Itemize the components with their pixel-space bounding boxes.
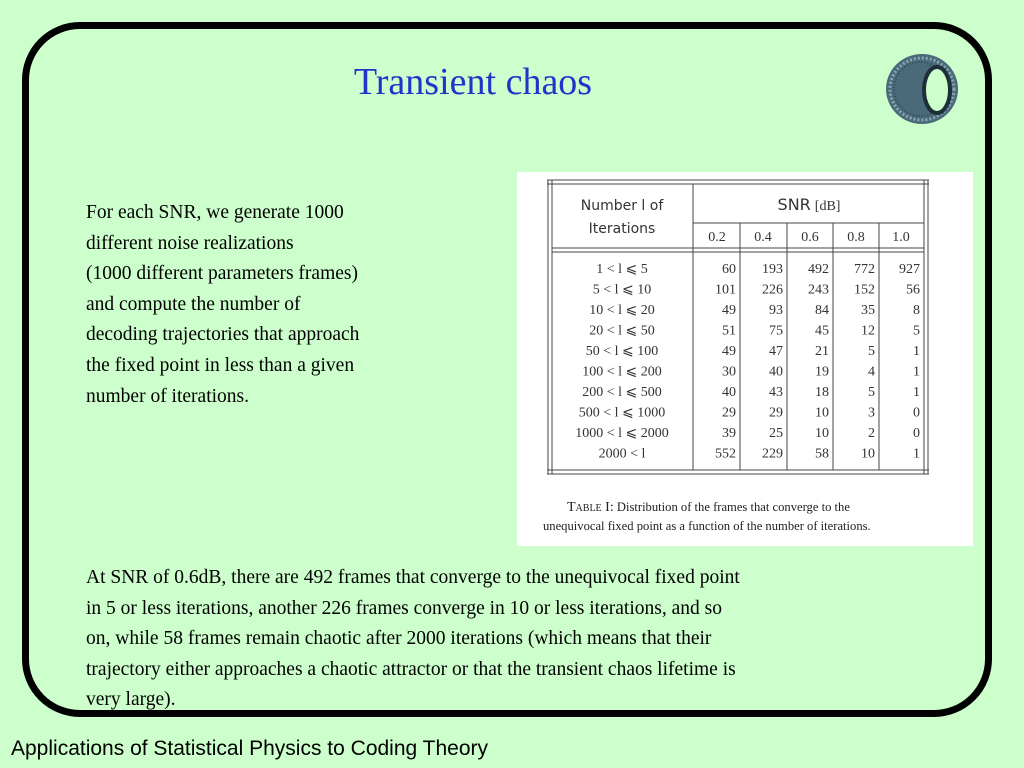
- slide-title: Transient chaos: [353, 61, 593, 103]
- body-line: very large).: [86, 689, 176, 711]
- table-cell: 18: [815, 385, 829, 400]
- table-cell: 927: [899, 262, 920, 277]
- table-cell: 39: [722, 426, 736, 441]
- table-cell: 193: [762, 262, 783, 277]
- table-cell: 492: [808, 262, 829, 277]
- table-cell: 10: [861, 446, 875, 462]
- caption-line1: Distribution of the frames that converge to the: [616, 500, 850, 514]
- table-cell: 12: [861, 323, 875, 339]
- table-cell: 1: [913, 344, 920, 359]
- table-cell: 5: [868, 344, 875, 359]
- table-cell: 0: [913, 426, 920, 441]
- table-row-label: 500 < l ⩽ 1000: [578, 405, 666, 421]
- table-cell: 2: [868, 426, 875, 441]
- table-cell: 75: [769, 323, 783, 339]
- table-cell: 49: [722, 303, 736, 318]
- header-iterations-line1: Number l of: [580, 198, 664, 214]
- table-cell: 35: [861, 303, 875, 318]
- intro-paragraph: [86, 198, 486, 412]
- table-cell: 40: [769, 364, 783, 380]
- table-row-label: 100 < l ⩽ 200: [582, 364, 662, 380]
- table-cell: 243: [808, 282, 829, 298]
- table-cell: 5: [913, 323, 920, 339]
- snr-column-header: 1.0: [892, 230, 910, 245]
- snr-column-header: 0.2: [708, 230, 726, 245]
- table-cell: 3: [868, 405, 875, 421]
- table-cell: 29: [722, 405, 736, 421]
- table-cell: 1: [913, 364, 920, 380]
- body-line: in 5 or less iterations, another 226 frames converge in 10 or less iterations, and so: [86, 597, 722, 619]
- table-cell: 43: [769, 385, 783, 400]
- table-row-label: 2000 < l: [598, 446, 646, 462]
- intro-line: For each SNR, we generate 1000: [86, 202, 344, 223]
- snr-column-header: 0.8: [847, 230, 865, 245]
- body-paragraph: [86, 563, 966, 716]
- table-cell: 58: [815, 446, 829, 462]
- table-cell: 101: [715, 282, 736, 298]
- body-line: trajectory either approaches a chaotic attractor or that the transient chaos lifetime is: [86, 658, 736, 680]
- table-cell: 0: [913, 405, 920, 421]
- intro-line: (1000 different parameters frames): [86, 263, 358, 285]
- header-snr: SNR [dB]: [777, 195, 841, 214]
- table-cell: 84: [815, 303, 829, 318]
- body-line: At SNR of 0.6dB, there are 492 frames that converge to the unequivocal fixed point: [86, 567, 740, 588]
- torus-icon: [880, 45, 964, 129]
- table-cell: 229: [762, 446, 783, 462]
- table-cell: 552: [715, 446, 736, 462]
- snr-column-header: 0.4: [754, 230, 772, 245]
- caption-line2: unequivocal fixed point as a function of the number of iterations.: [543, 519, 871, 533]
- header-iterations-line2: Iterations: [588, 221, 656, 237]
- table-cell: 5: [868, 385, 875, 400]
- results-table-figure: [517, 172, 973, 546]
- snr-column-header: 0.6: [801, 230, 819, 245]
- intro-line: decoding trajectories that approach: [86, 324, 360, 346]
- table-cell: 152: [854, 282, 875, 298]
- table-row-label: 5 < l ⩽ 10: [592, 282, 652, 298]
- table-cell: 29: [769, 405, 783, 421]
- table-row-label: 1 < l ⩽ 5: [596, 262, 648, 277]
- table-cell: 45: [815, 323, 829, 339]
- intro-line: number of iterations.: [86, 385, 249, 407]
- table-cell: 1: [913, 446, 920, 462]
- body-line: on, while 58 frames remain chaotic after 2000 iterations (which means that their: [86, 628, 712, 650]
- table-cell: 4: [868, 364, 875, 380]
- table-cell: 25: [769, 426, 783, 441]
- table-caption: [535, 498, 965, 535]
- intro-line: and compute the number of: [86, 293, 301, 315]
- table-cell: 772: [854, 262, 875, 277]
- table-cell: 51: [722, 323, 736, 339]
- table-cell: 10: [815, 426, 829, 441]
- table-cell: 47: [769, 344, 783, 359]
- intro-line: the fixed point in less than a given: [86, 354, 355, 376]
- table-cell: 40: [722, 385, 736, 400]
- table-cell: 10: [815, 405, 829, 421]
- table-row-label: 1000 < l ⩽ 2000: [575, 426, 669, 441]
- table-row-label: 10 < l ⩽ 20: [589, 303, 655, 318]
- table-cell: 8: [913, 303, 920, 318]
- table-row-label: 50 < l ⩽ 100: [585, 344, 659, 359]
- table-cell: 49: [722, 344, 736, 359]
- results-table: [517, 172, 973, 546]
- footer-text: Applications of Statistical Physics to Coding Theory: [11, 737, 489, 760]
- table-row-label: 20 < l ⩽ 50: [589, 323, 655, 339]
- caption-lead: Table I:: [567, 500, 614, 515]
- table-cell: 19: [815, 364, 829, 380]
- table-cell: 93: [769, 303, 783, 318]
- table-cell: 30: [722, 364, 736, 380]
- table-cell: 226: [762, 282, 783, 298]
- table-cell: 56: [906, 282, 920, 298]
- table-cell: 21: [815, 344, 829, 359]
- table-cell: 60: [722, 262, 736, 277]
- table-cell: 1: [913, 385, 920, 400]
- table-row-label: 200 < l ⩽ 500: [582, 385, 662, 400]
- intro-line: different noise realizations: [86, 232, 294, 254]
